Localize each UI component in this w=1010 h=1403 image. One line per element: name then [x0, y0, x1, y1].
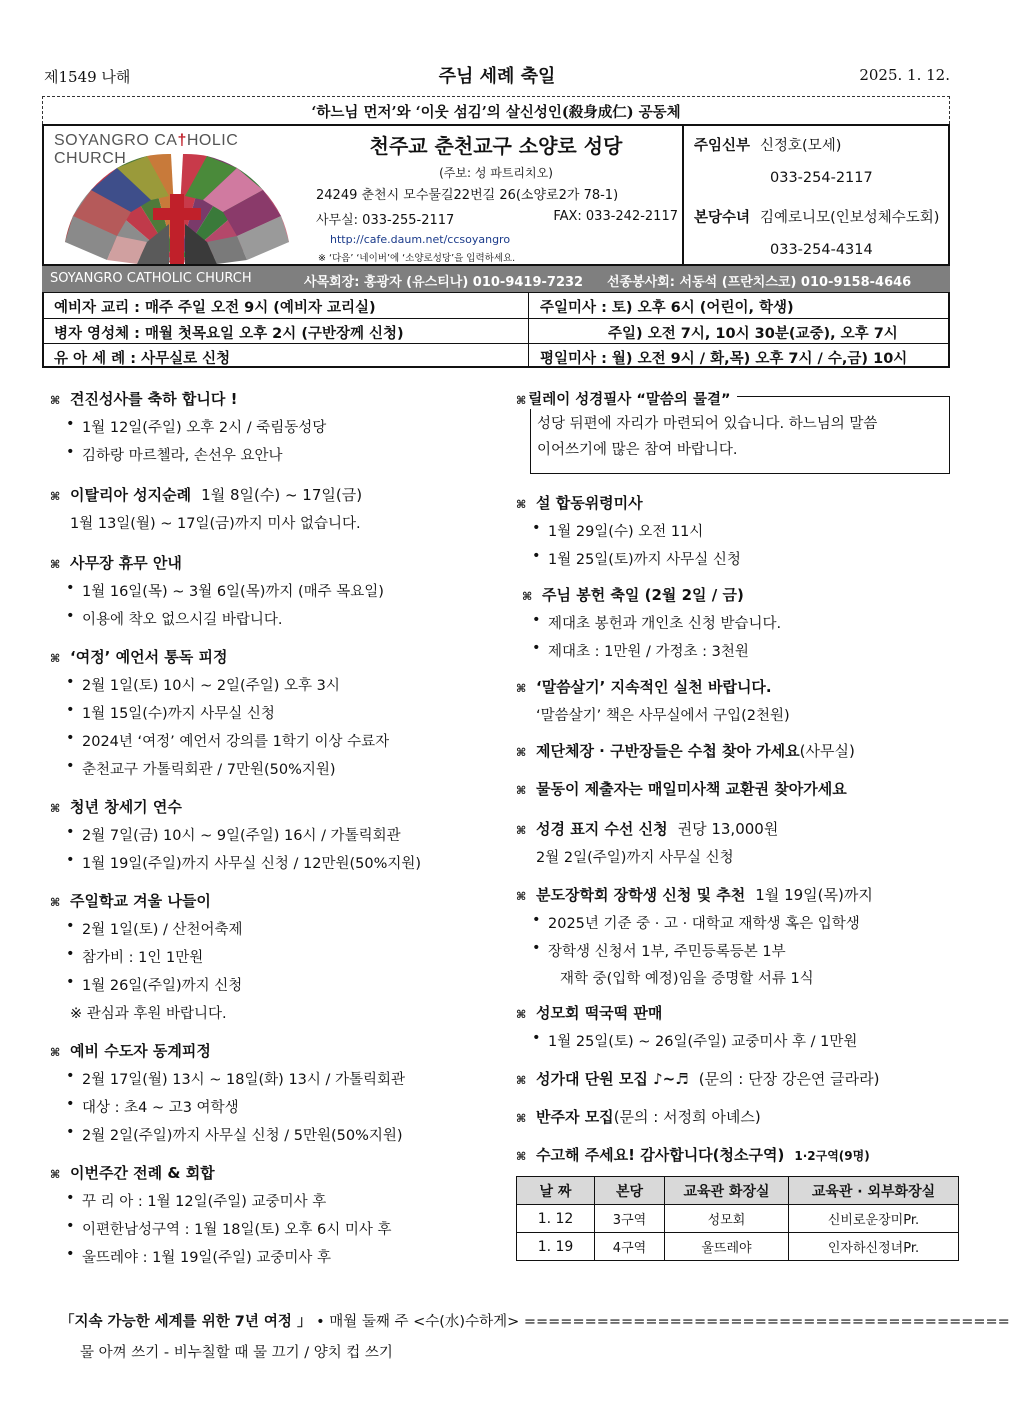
notice-marker-icon: ⌘ — [516, 824, 527, 837]
notice-title: ⌘ 청년 창세기 연수 — [50, 798, 182, 816]
pastor-row — [694, 134, 841, 155]
list-item: • 장학생 신청서 1부, 주민등록등본 1부 — [516, 940, 956, 961]
notice-bible-repair — [516, 818, 956, 867]
notice-marker-icon: ⌘ — [516, 498, 527, 511]
notice-title: ⌘ ‘말씀살기’ 지속적인 실천 바랍니다. — [516, 678, 772, 696]
infant-baptism: 유 아 세 례 : 사무실로 신청 — [54, 351, 231, 367]
list-item: • 2월 1일(토) 10시 ~ 2일(주일) 오후 3시 — [50, 674, 490, 695]
weekday-mass: 평일미사 : 월) 오전 9시 / 화,목) 오후 7시 / 수,금) 10시 — [540, 351, 908, 367]
notice-title: ⌘ 예비 수도자 동계피정 — [50, 1042, 211, 1060]
church-patron: (주보: 성 파트리치오) — [439, 166, 553, 180]
notice-title: ⌘ 견진성사를 축하 합니다 ! — [50, 390, 238, 408]
cafe-note: ※ ‘다음’ ‘네이버’에 ‘소양로성당’을 입력하세요. — [318, 253, 516, 264]
notice-marker-icon: ⌘ — [516, 1074, 527, 1087]
fax-number: FAX: 033-242-2117 — [553, 209, 678, 224]
sister-label: 본당수녀 — [694, 210, 751, 226]
schedule-row — [44, 293, 948, 318]
notice-title: ⌘ 성가대 단원 모집 ♪~♬ (문의 : 단장 강은연 글라라) — [516, 1070, 880, 1088]
band-funeral-service: 선종봉사회: 서동석 (프란치스코) 010-9158-4646 — [607, 275, 912, 290]
table-header: 날 짜 — [517, 1177, 595, 1205]
table-cell: 1. 19 — [517, 1233, 595, 1261]
notice-title: ⌘ 물동이 제출자는 매일미사책 교환권 찾아가세요 — [516, 780, 847, 798]
sick-communion: 병자 영성체 : 매월 첫목요일 오후 2시 (구반장께 신청) — [54, 326, 404, 342]
sister-phone: 033-254-4314 — [770, 242, 873, 258]
table-row — [517, 1233, 959, 1261]
notice-title: ⌘ 이번주간 전례 & 회합 — [50, 1164, 215, 1182]
schedule-row — [44, 318, 948, 343]
list-item: • 꾸 리 아 : 1월 12일(주일) 교중미사 후 — [50, 1190, 490, 1211]
notice-marker-icon: ⌘ — [50, 490, 61, 503]
list-item: 재학 중(입학 예정)임을 증명할 서류 1식 — [560, 971, 814, 987]
issue-date: 2025. 1. 12. — [859, 66, 950, 84]
notice-water-jar — [516, 778, 956, 799]
list-item: • 1월 16일(목) ~ 3월 6일(목)까지 (매주 목요일) — [50, 580, 490, 601]
table-cell: 울뜨레야 — [665, 1233, 789, 1261]
top-line — [44, 62, 950, 88]
notice-title: ⌘ 분도장학회 장학생 신청 및 추천 1월 19일(목)까지 — [516, 886, 873, 904]
church-name: 천주교 춘천교구 소양로 성당 — [369, 134, 623, 158]
table-cell: 3구역 — [595, 1205, 665, 1233]
relay-line: 성당 뒤편에 자리가 마련되어 있습니다. 하느님의 말씀 — [537, 416, 878, 432]
notice-marker-icon: ⌘ — [516, 394, 527, 407]
notice-marker-icon: ⌘ — [50, 394, 61, 407]
list-item: • 제대초 봉헌과 개인초 신청 받습니다. — [516, 612, 956, 633]
table-cell: 4구역 — [595, 1233, 665, 1261]
footer-notice — [60, 1310, 1010, 1362]
notice-weekly-meetings — [50, 1162, 490, 1267]
notice-marker-icon: ⌘ — [516, 682, 527, 695]
list-item: ※ 관심과 후원 바랍니다. — [70, 1006, 227, 1022]
schedule-row — [44, 343, 948, 368]
list-item: • 2024년 ‘여정’ 예언서 강의를 1학기 이상 수료자 — [50, 730, 490, 751]
church-info — [310, 126, 682, 266]
cafe-link[interactable]: http://cafe.daum.net/ccsoyangro — [330, 233, 511, 246]
list-item: • 2025년 기준 중 · 고 · 대학교 재학생 혹은 입학생 — [516, 912, 956, 933]
list-item: • 울뜨레야 : 1월 19일(주일) 교중미사 후 — [50, 1246, 490, 1267]
list-item: • 2월 1일(토) / 산천어축제 — [50, 918, 490, 939]
notice-retreat — [50, 646, 490, 779]
notice-marker-icon: ⌘ — [516, 1150, 527, 1163]
list-item: • 제대초 : 1만원 / 가정초 : 3천원 — [516, 640, 956, 661]
issue-number: 제1549 나해 — [44, 68, 131, 86]
motto: ‘하느님 먼저’와 ‘이웃 섬김’의 살신성인(殺身成仁) 공동체 — [42, 96, 950, 124]
notice-title: ⌘ 성모회 떡국떡 판매 — [516, 1004, 663, 1022]
notice-title: ⌘ 수고해 주세요! 감사합니다(청소구역) 1·2구역(9명) — [516, 1146, 870, 1164]
notice-choir — [516, 1068, 956, 1089]
notice-marker-icon: ⌘ — [50, 558, 61, 571]
notice-title: ⌘ 이탈리아 성지순례 1월 8일(수) ~ 17일(금) — [50, 486, 363, 504]
catechumen-class: 예비자 교리 : 매주 주일 오전 9시 (예비자 교리실) — [54, 300, 376, 316]
notice-marker-icon: ⌘ — [50, 802, 61, 815]
relay-line: 이어쓰기에 많은 참여 바랍니다. — [537, 442, 738, 458]
notice-title: ⌘ 성경 표지 수선 신청 권당 13,000원 — [516, 820, 779, 838]
notice-marker-icon: ⌘ — [516, 1008, 527, 1021]
sunday-mass-saturday: 주일미사 : 토) 오후 6시 (어린이, 학생) — [540, 300, 794, 316]
list-item: • 2월 7일(금) 10시 ~ 9일(주일) 16시 / 가톨릭회관 — [50, 824, 490, 845]
list-item: • 춘천교구 가톨릭회관 / 7만원(50%지원) — [50, 758, 490, 779]
table-row — [517, 1205, 959, 1233]
pastor-phone: 033-254-2117 — [770, 170, 873, 186]
list-item: • 대상 : 초4 ~ 고3 여학생 — [50, 1096, 490, 1117]
notice-youth-genesis — [50, 796, 490, 873]
notice-memorial-mass — [516, 492, 956, 569]
list-item: • 1월 29일(수) 오전 11시 — [516, 520, 956, 541]
notice-title: ⌘ 릴레이 성경필사 “말씀의 물결” — [516, 388, 737, 409]
list-item: • 1월 26일(주일)까지 신청 — [50, 974, 490, 995]
notice-marker-icon: ⌘ — [516, 1112, 527, 1125]
footer-line-1 — [60, 1310, 1010, 1331]
table-header: 본당 — [595, 1177, 665, 1205]
notice-title: ⌘ 주님 봉헌 축일 (2월 2일 / 금) — [522, 586, 744, 604]
list-item: • 이용에 착오 없으시길 바랍니다. — [50, 608, 490, 629]
table-cell: 신비로운장미Pr. — [789, 1205, 959, 1233]
notice-marker-icon: ⌘ — [516, 746, 527, 759]
pastor-name: 신정호(모세) — [760, 138, 842, 154]
table-header-row — [517, 1177, 959, 1205]
notice-title: ⌘ 제단체장 · 구반장들은 수첩 찾아 가세요(사무실) — [516, 742, 855, 760]
footer-rule: ======================================== — [523, 1314, 1010, 1330]
notice-office-closure — [50, 552, 490, 629]
list-item: • 2월 2일(주일)까지 사무실 신청 / 5만원(50%지원) — [50, 1124, 490, 1145]
notice-religious-retreat — [50, 1040, 490, 1145]
schedule-box — [42, 292, 950, 368]
table-cell: 인자하신정녀Pr. — [789, 1233, 959, 1261]
notice-marker-icon: ⌘ — [50, 652, 61, 665]
list-item: • 1월 15일(수)까지 사무실 신청 — [50, 702, 490, 723]
notice-marker-icon: ⌘ — [522, 590, 533, 603]
table-header: 교육관 화장실 — [665, 1177, 789, 1205]
stained-glass-logo-icon — [62, 156, 292, 264]
list-item: • 1월 12일(주일) 오후 2시 / 죽림동성당 — [50, 416, 490, 437]
church-logo — [44, 126, 310, 266]
notice-title: ⌘ ‘여정’ 예언서 통독 피정 — [50, 648, 228, 666]
notice-title: ⌘ 사무장 휴무 안내 — [50, 554, 182, 572]
church-address: 24249 춘천시 모수물길22번길 26(소양로2가 78-1) — [316, 188, 619, 203]
sunday-mass-sunday: 주일) 오전 7시, 10시 30분(교중), 오후 7시 — [608, 326, 898, 342]
notice-presentation-feast — [516, 584, 956, 661]
list-item: • 김하랑 마르첼라, 손선우 요안나 — [50, 444, 490, 465]
list-item: • 참가비 : 1인 1만원 — [50, 946, 490, 967]
logo-wordmark: SOYANGRO CA†HOLIC CHURCH — [54, 132, 239, 167]
list-item: • 이편한남성구역 : 1월 18일(토) 오후 6시 미사 후 — [50, 1218, 490, 1239]
notice-marker-icon: ⌘ — [50, 896, 61, 909]
list-item: • 2월 17일(월) 13시 ~ 18일(화) 13시 / 가톨릭회관 — [50, 1068, 490, 1089]
staff-info — [682, 126, 950, 266]
notice-accompanist — [516, 1106, 956, 1127]
contact-band — [42, 266, 950, 292]
notice-title: ⌘ 설 합동위령미사 — [516, 494, 643, 512]
notice-title: ⌘ 반주자 모집(문의 : 서정희 아녜스) — [516, 1108, 761, 1126]
notice-title: ⌘ 주일학교 겨울 나들이 — [50, 892, 211, 910]
notice-pilgrimage — [50, 484, 490, 533]
notice-notebooks — [516, 740, 956, 761]
band-church-name: SOYANGRO CATHOLIC CHURCH — [50, 271, 252, 286]
footer-subtitle: • 매월 둘째 주 <수(水)수하게> — [316, 1314, 520, 1330]
table-cell: 1. 12 — [517, 1205, 595, 1233]
notice-confirmation — [50, 388, 490, 465]
sister-name: 김예로니모(인보성체수도회) — [760, 210, 940, 226]
notice-marker-icon: ⌘ — [516, 784, 527, 797]
office-phone: 사무실: 033-255-2117 — [316, 213, 455, 228]
pastor-label: 주임신부 — [694, 138, 751, 154]
footer-line-2: 물 아껴 쓰기 - 비누칠할 때 물 끄기 / 양치 컵 쓰기 — [80, 1345, 393, 1361]
notice-scholarship — [516, 884, 956, 988]
list-item: 1월 13일(월) ~ 17일(금)까지 미사 없습니다. — [70, 516, 361, 532]
table-cell: 성모회 — [665, 1205, 789, 1233]
list-item: • 1월 25일(토) ~ 26일(주일) 교중미사 후 / 1만원 — [516, 1030, 956, 1051]
table-header: 교육관 · 외부화장실 — [789, 1177, 959, 1205]
page-title: 주님 세례 축일 — [438, 66, 556, 87]
notice-word-living — [516, 676, 956, 725]
list-item: 2월 2일(주일)까지 사무실 신청 — [536, 850, 734, 866]
footer-title: 「지속 가능한 세계를 위한 7년 여정 」 — [60, 1314, 312, 1330]
notice-cleaning — [516, 1144, 956, 1165]
church-header — [42, 124, 950, 266]
notice-marker-icon: ⌘ — [50, 1168, 61, 1181]
list-item: • 1월 19일(주일)까지 사무실 신청 / 12만원(50%지원) — [50, 852, 490, 873]
notice-sunday-school — [50, 890, 490, 1023]
notice-marker-icon: ⌘ — [516, 890, 527, 903]
band-council-chair: 사목회장: 홍광자 (유스티나) 010-9419-7232 — [304, 275, 584, 290]
cleaning-duty-table — [516, 1176, 959, 1261]
list-item: ‘말씀살기’ 책은 사무실에서 구입(2천원) — [536, 708, 790, 724]
notice-rice-cake-sale — [516, 1002, 956, 1051]
notice-marker-icon: ⌘ — [50, 1046, 61, 1059]
list-item: • 1월 25일(토)까지 사무실 신청 — [516, 548, 956, 569]
sister-row — [694, 206, 939, 227]
